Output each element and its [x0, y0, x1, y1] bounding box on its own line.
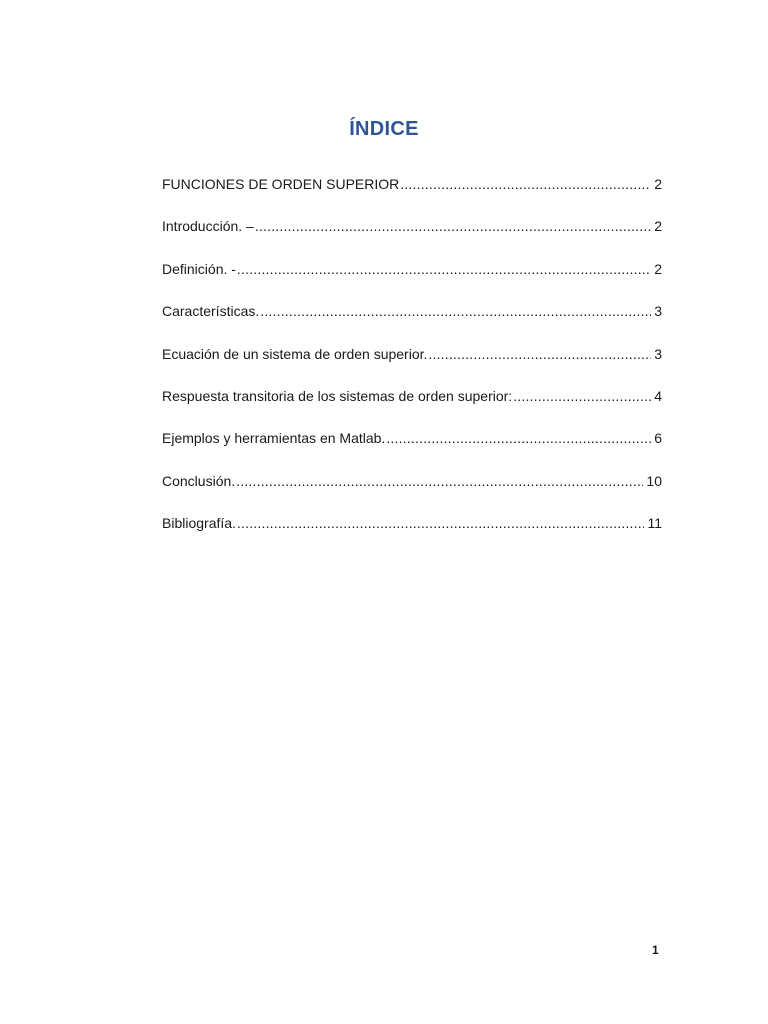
toc-entry-page: 2 [654, 176, 662, 192]
toc-entry-page: 4 [654, 387, 662, 404]
toc-entry-label: Introducción. – [162, 218, 254, 235]
toc-dot-leader [237, 259, 651, 279]
toc-entry-page: 6 [654, 430, 662, 447]
table-of-contents [162, 174, 662, 556]
page-title: ÍNDICE [349, 118, 419, 141]
toc-entry[interactable] [162, 259, 662, 301]
toc-dot-leader [513, 386, 651, 406]
toc-dot-leader [400, 174, 651, 194]
toc-entry[interactable] [162, 344, 662, 386]
toc-entry-page: 3 [654, 303, 662, 320]
toc-entry-label: Ejemplos y herramientas en Matlab. [162, 430, 386, 447]
toc-entry-page: 3 [654, 345, 662, 362]
toc-entry-label: FUNCIONES DE ORDEN SUPERIOR [162, 176, 400, 192]
toc-entry-label: Conclusión. [162, 472, 236, 489]
toc-entry[interactable] [162, 386, 662, 428]
toc-entry-page: 11 [647, 515, 662, 532]
toc-entry-label: Ecuación de un sistema de orden superior. [162, 345, 428, 362]
toc-entry[interactable] [162, 428, 662, 470]
page-number: 1 [652, 943, 659, 957]
toc-entry-label: Respuesta transitoria de los sistemas de orden superior: [162, 387, 513, 404]
toc-entry[interactable] [162, 471, 662, 513]
toc-entry[interactable] [162, 301, 662, 343]
toc-dot-leader [255, 216, 651, 236]
toc-entry-label: Características. [162, 303, 260, 320]
toc-entry-label: Bibliografía. [162, 515, 236, 532]
toc-dot-leader [237, 513, 645, 533]
toc-entry[interactable] [162, 513, 662, 555]
toc-entry-label: Definición. - [162, 260, 236, 277]
toc-dot-leader [386, 428, 651, 448]
toc-entry-page: 2 [654, 260, 662, 277]
toc-entry-page: 2 [654, 218, 662, 235]
toc-dot-leader [260, 301, 651, 321]
toc-dot-leader [236, 471, 643, 491]
toc-entry[interactable] [162, 174, 662, 216]
toc-entry[interactable] [162, 216, 662, 258]
toc-dot-leader [428, 344, 651, 364]
toc-entry-page: 10 [646, 472, 662, 489]
